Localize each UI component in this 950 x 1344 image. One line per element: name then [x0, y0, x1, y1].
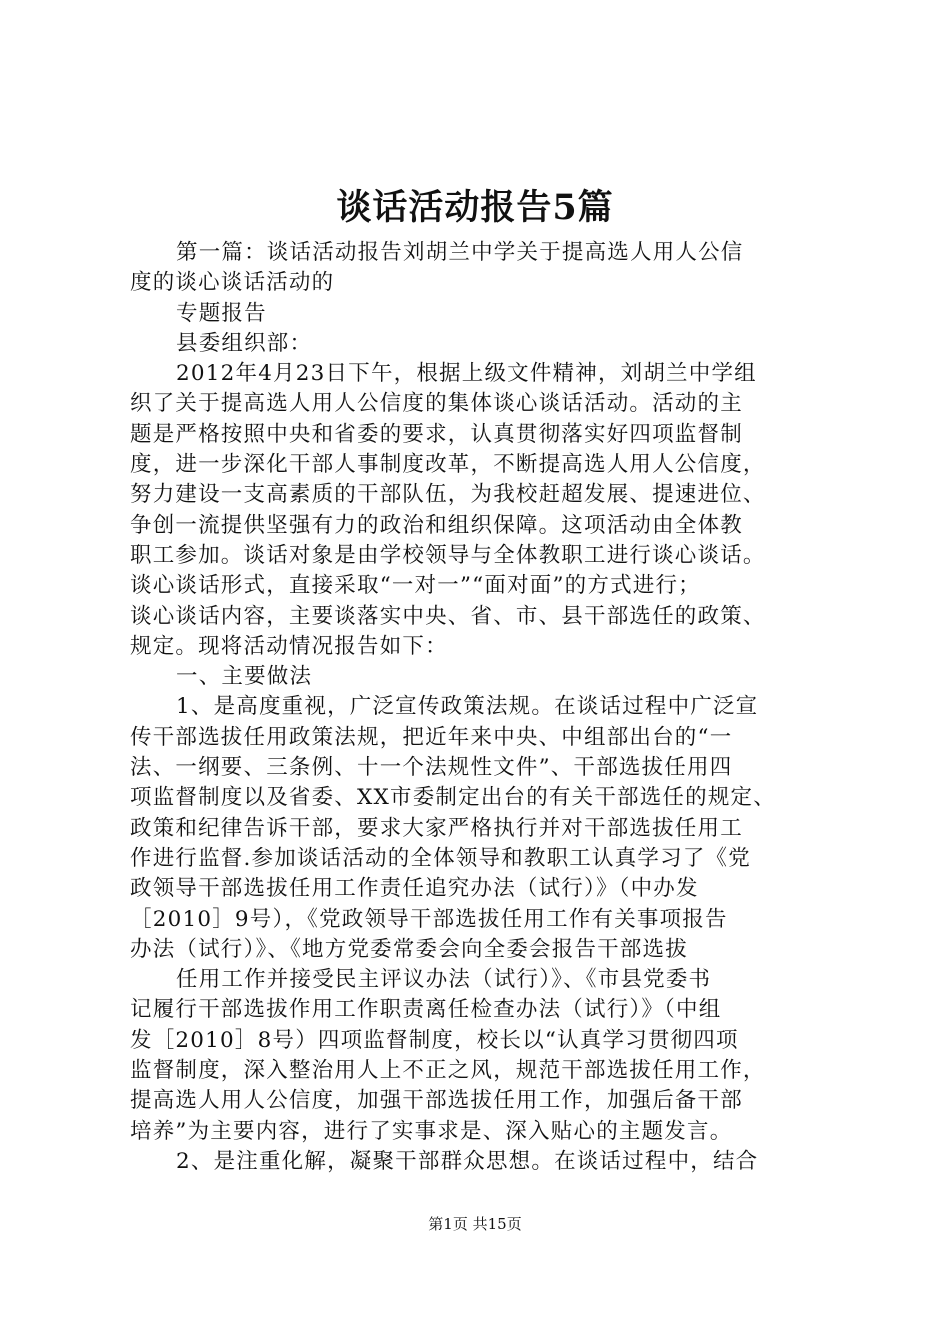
paragraph-line: 发［2010］8号）四项监督制度，校长以“认真学习贯彻四项	[130, 1027, 739, 1053]
paragraph-line: 第一篇：谈话活动报告刘胡兰中学关于提高选人用人公信	[176, 240, 744, 265]
paragraph-line: 谈心谈话形式，直接采取“一对一”“面对面”的方式进行；	[130, 573, 701, 599]
paragraph-line: 培养”为主要内容，进行了实事求是、深入贴心的主题发言。	[130, 1118, 733, 1144]
paragraph-line: 争创一流提供坚强有力的政治和组织保障。这项活动由全体教	[130, 512, 743, 538]
paragraph-line: 专题报告	[176, 300, 267, 326]
paragraph-line: 项监督制度以及省委、XX市委制定出台的有关干部选任的规定、	[130, 785, 776, 811]
paragraph-line: 提高选人用人公信度，加强干部选拔任用工作，加强后备干部	[130, 1088, 743, 1114]
paragraph-line: 规定。现将活动情况报告如下：	[130, 633, 448, 659]
paragraph-line: 度，进一步深化干部人事制度改革，不断提高选人用人公信度，	[130, 452, 766, 478]
paragraph-line: 政策和纪律告诉干部，要求大家严格执行并对干部选拔任用工	[130, 815, 743, 841]
paragraph-line: 县委组织部：	[176, 330, 313, 356]
paragraph-line: 办法（试行）》、《地方党委常委会向全委会报告干部选拔	[130, 936, 688, 962]
paragraph-line: 任用工作并接受民主评议办法（试行）》、《市县党委书	[176, 967, 712, 993]
paragraph-line: 记履行干部选拔作用工作职责离任检查办法（试行）》（中组	[130, 997, 722, 1023]
paragraph-line: 作进行监督.参加谈话活动的全体领导和教职工认真学习了《党	[130, 845, 751, 871]
paragraph-line: 职工参加。谈话对象是由学校领导与全体教职工进行谈心谈话。	[130, 542, 766, 568]
paragraph-line: 监督制度，深入整治用人上不正之风，规范干部选拔任用工作，	[130, 1058, 766, 1084]
paragraph-line: 政领导干部选拔任用工作责任追究办法（试行）》（中办发	[130, 876, 699, 902]
paragraph-line: 2012年4月23日下午，根据上级文件精神，刘胡兰中学组	[176, 361, 757, 387]
paragraph-line: 1、是高度重视，广泛宣传政策法规。在谈话过程中广泛宣	[176, 694, 759, 720]
paragraph-line: 织了关于提高选人用人公信度的集体谈心谈话活动。活动的主	[130, 391, 743, 417]
paragraph-line: 法、一纲要、三条例、十一个法规性文件”、干部选拔任用四	[130, 755, 733, 781]
paragraph-line: 一、主要做法	[176, 664, 313, 690]
paragraph-line: 度的谈心谈话活动的	[130, 270, 335, 296]
paragraph-line: 传干部选拔任用政策法规，把近年来中央、中组部出台的“一	[130, 724, 733, 750]
page-footer: 第1页 共15页	[428, 1215, 522, 1233]
document-body	[130, 238, 830, 1177]
paragraph-line: 2、是注重化解，凝聚干部群众思想。在谈话过程中，结合	[176, 1148, 759, 1174]
paragraph-line: 题是严格按照中央和省委的要求，认真贯彻落实好四项监督制	[130, 421, 743, 447]
paragraph-line: 努力建设一支高素质的干部队伍，为我校赶超发展、提速进位、	[130, 482, 766, 508]
paragraph-line: ［2010］9号），《党政领导干部选拔任用工作有关事项报告	[130, 906, 728, 932]
paragraph-line: 谈心谈话内容，主要谈落实中央、省、市、县干部选任的政策、	[130, 603, 766, 629]
document-title: 谈话活动报告5篇	[336, 187, 614, 228]
